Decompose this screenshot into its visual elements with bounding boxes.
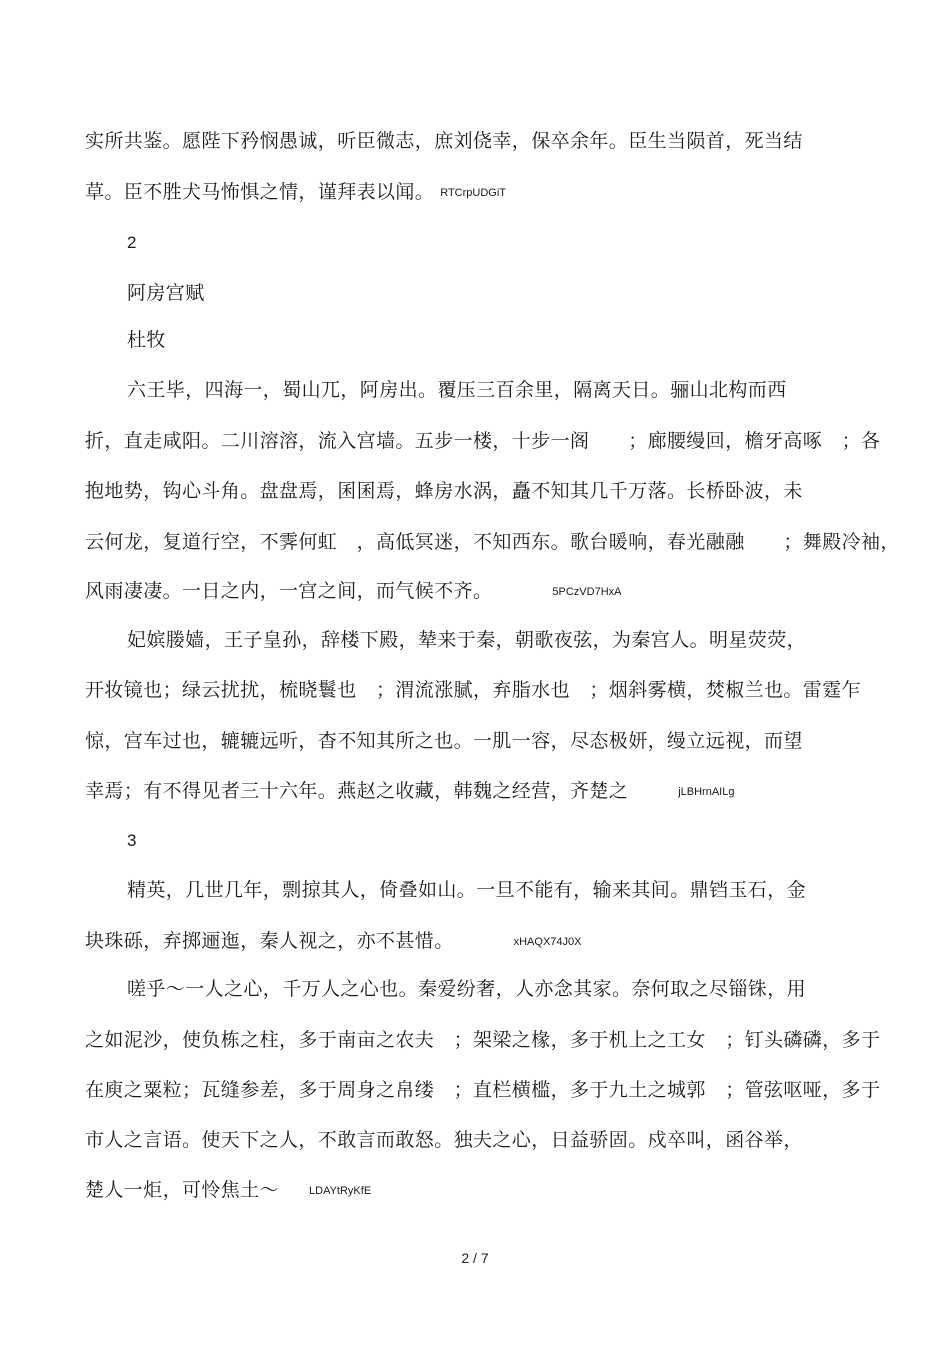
- text-line: 在庾之粟粒；瓦缝参差，多于周身之帛缕 ；直栏横槛，多于九土之城郭 ；管弦呕哑，多于: [85, 1079, 881, 1101]
- text-line: 草。臣不胜犬马怖惧之情，谨拜表以闻。 RTCrpUDGiT: [85, 181, 506, 203]
- line-code: LDAYtRyKfE: [309, 1185, 372, 1197]
- line-code: xHAQX74J0X: [513, 936, 582, 948]
- text-line: 嗟乎～一人之心，千万人之心也。秦爱纷奢，人亦念其家。奈何取之尽锱铢，用: [127, 978, 807, 1000]
- text-line: 妃嫔媵嫱，王子皇孙，辞楼下殿，辇来于秦，朝歌夜弦，为秦宫人。明星荧荧，: [127, 629, 807, 651]
- text-line: 惊，宫车过也，辘辘远听，杳不知其所之也。一肌一容，尽态极妍，缦立远视，而望: [85, 730, 803, 752]
- page-footer: 2 / 7: [461, 1250, 489, 1266]
- text-line: 精英，几世几年，剽掠其人，倚叠如山。一旦不能有，输来其间。鼎铛玉石，金: [127, 879, 807, 901]
- text-line: 块珠砾，弃掷逦迤，秦人视之，亦不甚惜。 xHAQX74J0X: [85, 930, 582, 952]
- line-code: jLBHrnAILg: [678, 786, 735, 798]
- page-number-label: 3: [127, 831, 137, 850]
- text-line: 幸焉；有不得见者三十六年。燕赵之收藏，韩魏之经营，齐楚之 jLBHrnAILg: [85, 780, 735, 802]
- text-line: 实所共鉴。愿陛下矜悯愚诚，听臣微志，庶刘侥幸，保卒余年。臣生当陨首，死当结: [85, 130, 803, 152]
- essay-title: 阿房宫赋: [127, 282, 205, 304]
- text-line: 市人之言语。使天下之人，不敢言而敢怒。独夫之心，日益骄固。戍卒叫，函谷举，: [85, 1129, 803, 1151]
- line-code: RTCrpUDGiT: [440, 187, 506, 199]
- page-number-label: 2: [127, 233, 137, 252]
- text-line: 六王毕，四海一，蜀山兀，阿房出。覆压三百余里，隔离天日。骊山北构而西: [127, 379, 787, 401]
- text-line: 云何龙，复道行空，不霁何虹 ，高低冥迷，不知西东。歌台暖响，春光融融 ；舞殿冷袖，: [85, 531, 900, 553]
- text-line: 开妆镜也；绿云扰扰，梳晓鬟也 ；渭流涨腻，弃脂水也 ；烟斜雾横，焚椒兰也。雷霆乍: [85, 679, 862, 701]
- line-code: 5PCzVD7HxA: [552, 586, 622, 598]
- essay-author: 杜牧: [127, 329, 166, 351]
- text-line: 之如泥沙，使负栋之柱，多于南亩之农夫 ；架梁之椽，多于机上之工女 ；钉头磷磷，多于: [85, 1029, 881, 1051]
- text-line: 楚人一炬，可怜焦土～ LDAYtRyKfE: [85, 1179, 372, 1201]
- text-line: 抱地势，钩心斗角。盘盘焉，囷囷焉，蜂房水涡，矗不知其几千万落。长桥卧波，未: [85, 480, 803, 502]
- text-line: 折，直走咸阳。二川溶溶，流入宫墙。五步一楼，十步一阁 ；廊腰缦回，檐牙高啄 ；各: [85, 430, 881, 452]
- text-line: 风雨凄凄。一日之内，一宫之间，而气候不齐。 5PCzVD7HxA: [85, 580, 622, 602]
